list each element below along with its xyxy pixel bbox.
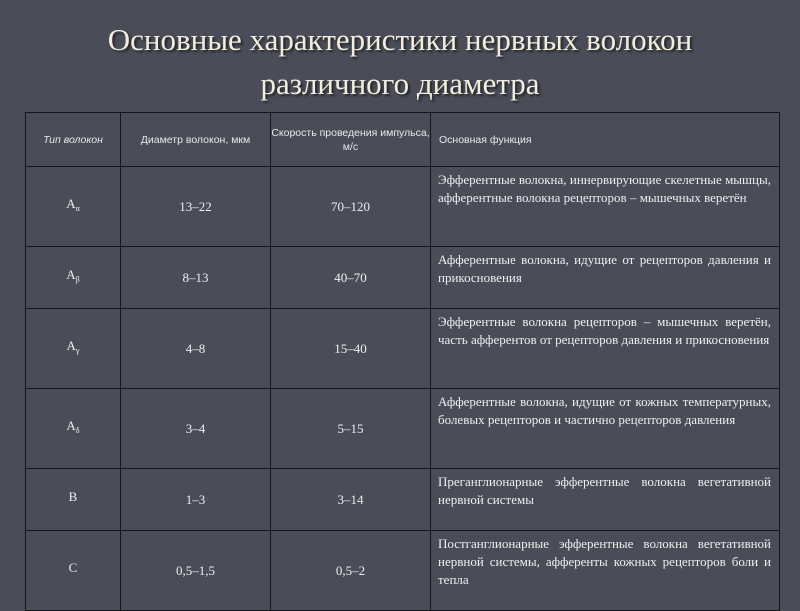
- fiber-diameter-cell: 4–8: [121, 309, 271, 389]
- table-row: [26, 247, 780, 309]
- header-conduction-speed: Скорость проведения импульса, м/с: [271, 113, 431, 167]
- header-fiber-type: Тип волокон: [26, 113, 121, 167]
- table-row: [26, 309, 780, 389]
- conduction-speed-cell: 5–15: [271, 389, 431, 469]
- main-function-cell: Преганглионарные эфферентные волокна вегетативной нервной системы: [431, 469, 780, 531]
- conduction-speed-cell: 70–120: [271, 167, 431, 247]
- fiber-type-subscript: β: [75, 275, 80, 284]
- fiber-type-subscript: α: [75, 204, 80, 213]
- fiber-type-cell: [26, 167, 121, 247]
- fiber-diameter-cell: 3–4: [121, 389, 271, 469]
- slide-title-line-1: Основные характеристики нервных волокон: [107, 22, 693, 57]
- fiber-type-subscript: δ: [75, 426, 80, 435]
- main-function-cell: Афферентные волокна, идущие от рецепторов давления и прикосновения: [431, 247, 780, 309]
- conduction-speed-cell: 15–40: [271, 309, 431, 389]
- conduction-speed-cell: 40–70: [271, 247, 431, 309]
- table-row: [26, 469, 780, 531]
- table-row: [26, 389, 780, 469]
- conduction-speed-cell: 3–14: [271, 469, 431, 531]
- conduction-speed-cell: 0,5–2: [271, 531, 431, 611]
- fiber-type-cell: [26, 309, 121, 389]
- fiber-type-letter: C: [68, 560, 78, 575]
- main-function-cell: Постганглионарные эфферентные волокна вегетативной нервной системы, афференты кожных рецепторов боли и тепла: [431, 531, 780, 611]
- fiber-type-letter: A: [66, 338, 76, 353]
- fiber-type-cell: [26, 469, 121, 531]
- table-header-row: [26, 113, 780, 167]
- fiber-diameter-cell: 13–22: [121, 167, 271, 247]
- fiber-type-letter: A: [66, 267, 76, 282]
- slide-title: [0, 18, 800, 106]
- header-fiber-diameter: Диаметр волокон, мкм: [121, 113, 271, 167]
- main-function-cell: Эфферентные волокна, иннервирующие скелетные мышцы, афферентные волокна рецепторов – мышечных веретён: [431, 167, 780, 247]
- table-row: [26, 531, 780, 611]
- header-main-function: Основная функция: [431, 113, 780, 167]
- fiber-diameter-cell: 0,5–1,5: [121, 531, 271, 611]
- fiber-type-cell: [26, 247, 121, 309]
- main-function-cell: Афферентные волокна, идущие от кожных температурных, болевых рецепторов и частично рецепторов давления: [431, 389, 780, 469]
- fiber-type-letter: A: [66, 418, 76, 433]
- fiber-diameter-cell: 8–13: [121, 247, 271, 309]
- fiber-type-subscript: γ: [75, 346, 80, 355]
- main-function-cell: Эфферентные волокна рецепторов – мышечных веретён, часть афферентов от рецепторов давления и прикосновения: [431, 309, 780, 389]
- fiber-diameter-cell: 1–3: [121, 469, 271, 531]
- fiber-type-cell: [26, 389, 121, 469]
- fiber-characteristics-table: [25, 112, 780, 611]
- fiber-type-letter: A: [66, 196, 76, 211]
- fiber-type-cell: [26, 531, 121, 611]
- table-row: [26, 167, 780, 247]
- fiber-type-letter: B: [68, 489, 78, 504]
- slide-title-line-2: различного диаметра: [260, 66, 540, 101]
